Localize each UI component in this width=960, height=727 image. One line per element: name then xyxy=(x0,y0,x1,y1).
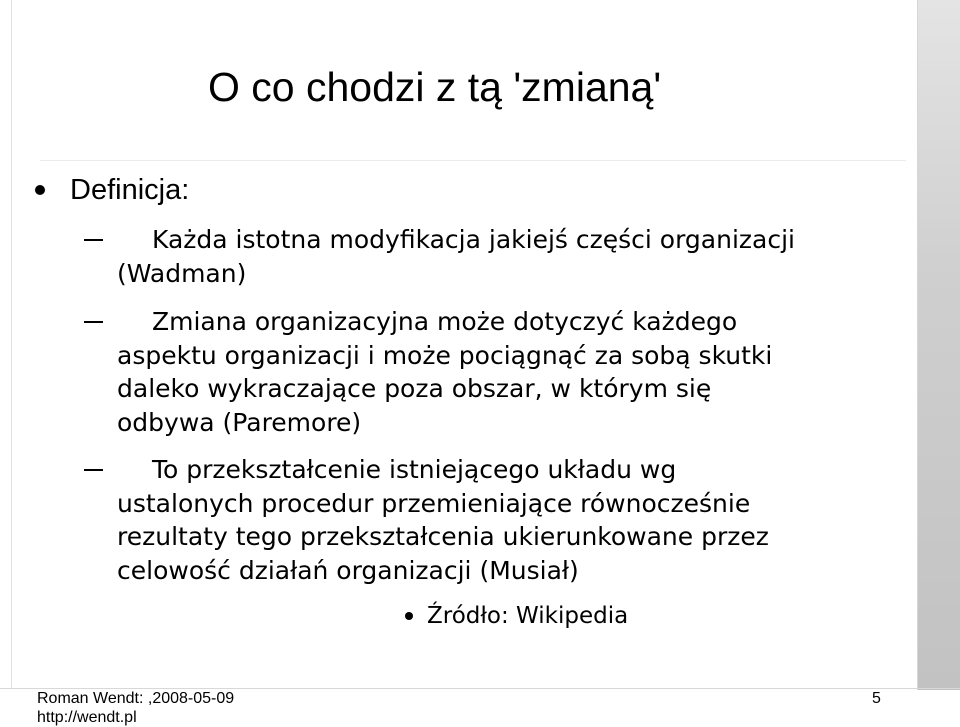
definition-line: To przekształcenie istniejącego układu wg xyxy=(152,455,677,484)
definition-line: odbywa (Paremore) xyxy=(117,407,362,437)
dash-bullet-icon xyxy=(84,239,103,241)
definition-line: (Wadman) xyxy=(117,258,247,288)
page-number: 5 xyxy=(872,690,881,707)
right-side-bar-decoration xyxy=(917,0,960,690)
footer-url: http://wendt.pl xyxy=(37,709,137,726)
bullet-dot-icon xyxy=(35,185,45,195)
definition-line: ustalonych procedur przemieniające równocześnie xyxy=(117,488,751,518)
bullet-definicja: Definicja: xyxy=(70,174,190,206)
source-bullet-icon xyxy=(405,612,413,620)
dash-bullet-icon xyxy=(84,321,103,323)
definition-line: daleko wykraczające poza obszar, w którym się xyxy=(117,374,712,403)
source-citation: Źródło: Wikipedia xyxy=(427,603,629,629)
dash-bullet-icon xyxy=(84,469,103,471)
footer-author-date: Roman Wendt: ,2008-05-09 xyxy=(37,690,235,707)
definition-line: aspektu organizacji i może pociągnąć za sobą skutki xyxy=(117,340,773,370)
definition-item-1 xyxy=(117,223,907,290)
title-divider xyxy=(40,160,906,161)
left-border-decoration xyxy=(11,0,12,688)
definition-item-3 xyxy=(117,453,907,587)
definition-line: celowość działań organizacji (Musiał) xyxy=(117,555,579,585)
definition-line: Zmiana organizacyjna może dotyczyć każdego xyxy=(152,307,738,336)
definition-line: rezultaty tego przekształcenia ukierunkowane przez xyxy=(117,522,769,551)
slide-title: O co chodzi z tą 'zmianą' xyxy=(208,64,662,110)
definition-line: Każda istotna modyfikacja jakiejś części organizacji xyxy=(152,225,795,254)
definition-item-2 xyxy=(117,305,907,439)
